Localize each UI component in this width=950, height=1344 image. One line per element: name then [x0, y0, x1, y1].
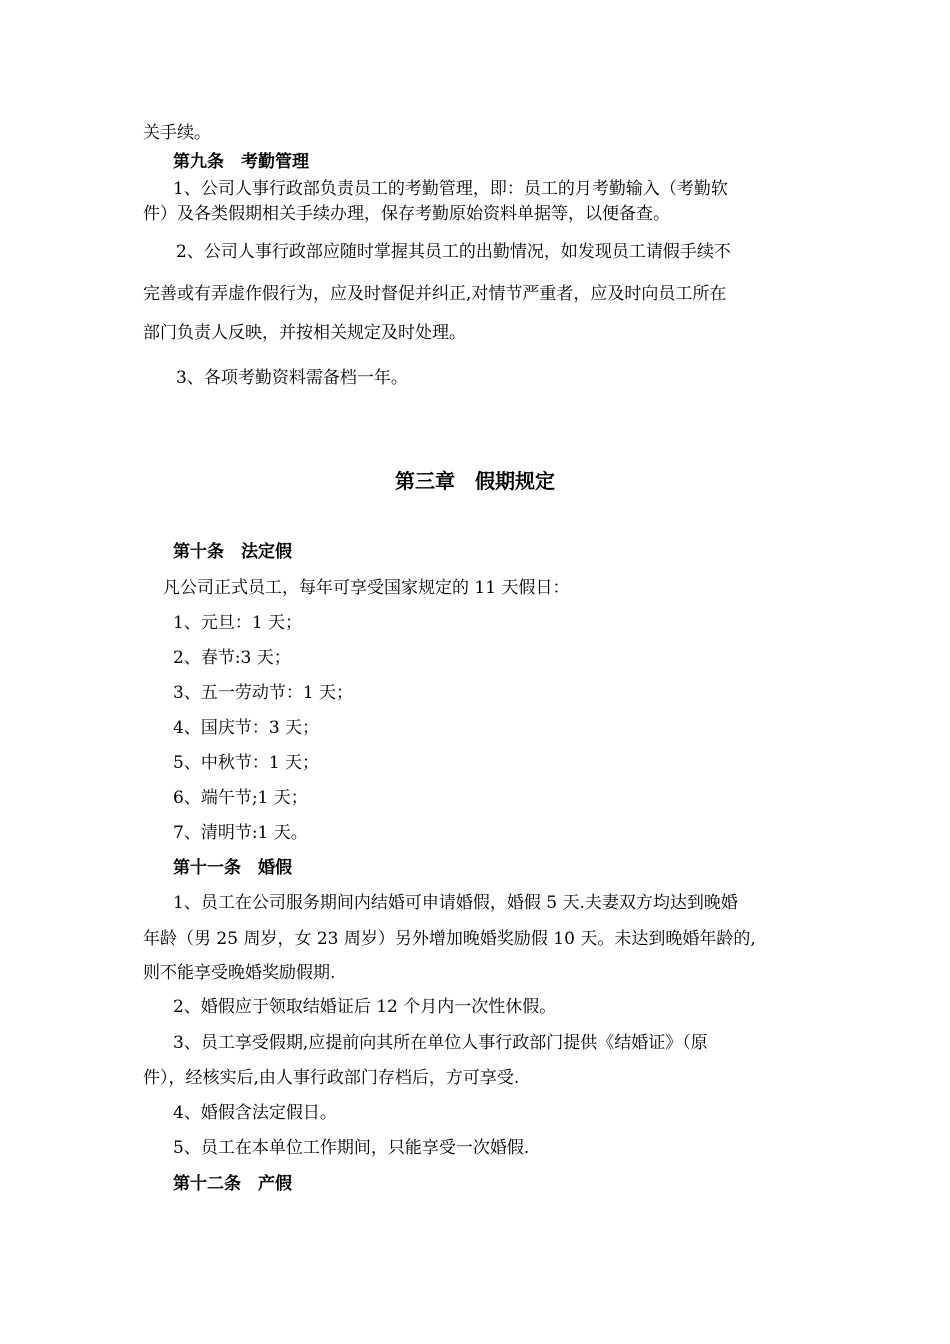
continued-text-line: 关手续。 [143, 123, 211, 143]
article-11-paragraph-3-line-2: 件），经核实后,由人事行政部门存档后，方可享受. [143, 1068, 520, 1088]
article-10-intro: 凡公司正式员工，每年可享受国家规定的 11 天假日： [163, 578, 570, 598]
holiday-list-item: 3、五一劳动节：1 天； [173, 683, 354, 703]
article-11-paragraph-5: 5、员工在本单位工作期间，只能享受一次婚假. [173, 1138, 530, 1158]
article-11-paragraph-1-line-2: 年龄（男 25 周岁，女 23 周岁）另外增加晚婚奖励假 10 天。未达到晚婚年龄的, [143, 929, 756, 949]
article-11-paragraph-3-line-1: 3、员工享受假期,应提前向其所在单位人事行政部门提供《结婚证》（原 [173, 1033, 708, 1053]
holiday-list-item: 2、春节:3 天； [173, 648, 291, 668]
article-9-paragraph-1-line-1: 1、公司人事行政部负责员工的考勤管理，即：员工的月考勤输入（考勤软 [173, 179, 728, 199]
holiday-list-item: 4、国庆节：3 天； [173, 718, 320, 738]
article-9-heading: 第九条 考勤管理 [173, 152, 309, 172]
article-9-paragraph-3: 3、各项考勤资料需备档一年。 [176, 368, 408, 388]
article-10-heading: 第十条 法定假 [173, 542, 292, 562]
holiday-list-item: 7、清明节:1 天。 [173, 823, 308, 843]
holiday-list-item: 1、元旦：1 天； [173, 613, 303, 633]
article-11-paragraph-1-line-1: 1、员工在公司服务期间内结婚可申请婚假，婚假 5 天.夫妻双方均达到晚婚 [173, 893, 738, 913]
article-9-paragraph-2-line-1: 2、公司人事行政部应随时掌握其员工的出勤情况，如发现员工请假手续不 [176, 242, 731, 262]
article-12-heading: 第十二条 产假 [173, 1174, 292, 1194]
article-9-paragraph-1-line-2: 件）及各类假期相关手续办理，保存考勤原始资料单据等，以便备查。 [143, 204, 670, 224]
article-11-paragraph-4: 4、婚假含法定假日。 [173, 1103, 337, 1123]
article-11-paragraph-1-line-3: 则不能享受晚婚奖励假期. [143, 963, 336, 983]
holiday-list-item: 5、中秋节：1 天； [173, 753, 320, 773]
holiday-list-item: 6、端午节;1 天； [173, 788, 308, 808]
article-11-heading: 第十一条 婚假 [173, 858, 292, 878]
article-9-paragraph-2-line-2: 完善或有弄虚作假行为，应及时督促并纠正,对情节严重者，应及时向员工所在 [143, 284, 727, 304]
article-9-paragraph-2-line-3: 部门负责人反映，并按相关规定及时处理。 [143, 323, 466, 343]
chapter-title: 第三章 假期规定 [395, 469, 555, 493]
article-11-paragraph-2: 2、婚假应于领取结婚证后 12 个月内一次性休假。 [173, 997, 557, 1017]
